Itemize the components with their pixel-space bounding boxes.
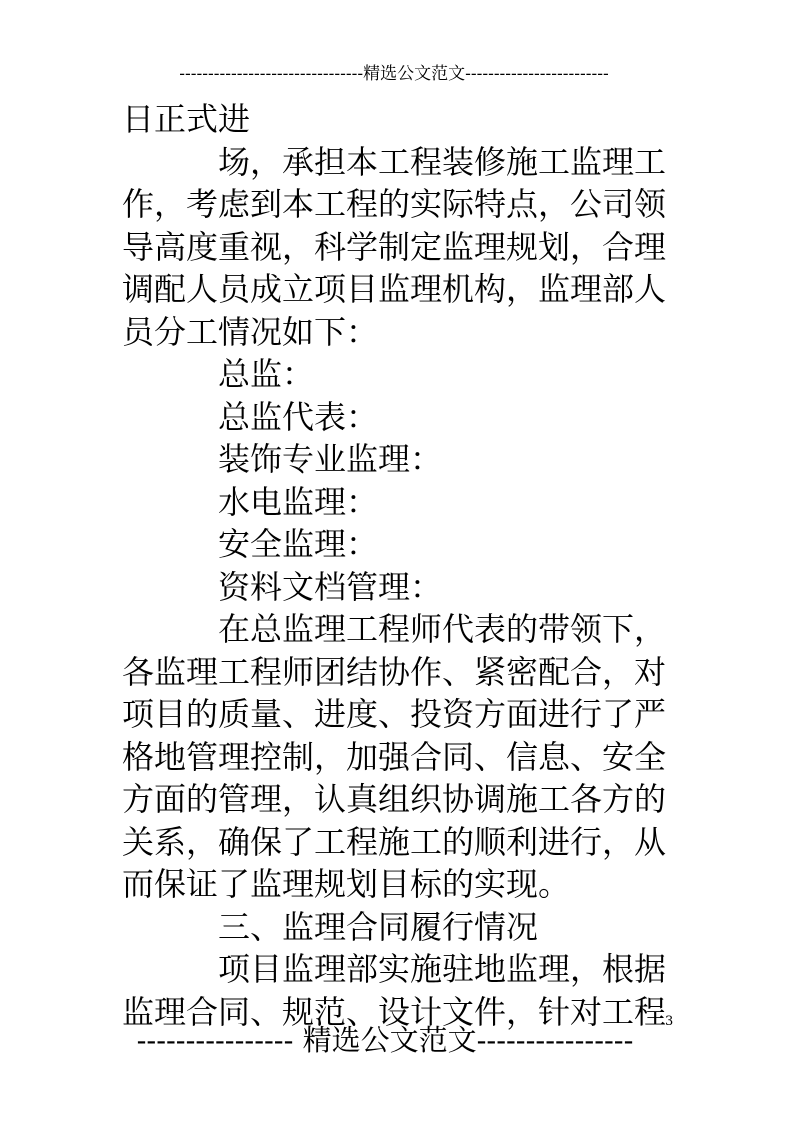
body-line: 场，承担本工程装修施工监理工 [218,142,667,181]
body-line: 项目监理部实施驻地监理，根据 [218,950,667,988]
body-line: 各监理工程师团结协作、紧密配合，对 [122,652,667,691]
body-line: 调配人员成立项目监理机构，监理部人 [122,270,667,308]
body-line: 项目的质量、进度、投资方面进行了严 [122,695,667,733]
page-header: --------------------------------精选公文范文------------------------- [179,64,609,84]
staff-role-line: 安全监理： [218,525,379,563]
body-line: 监理合同、规范、设计文件，针对工程 [122,992,667,1031]
staff-role-line: 资料文档管理： [218,567,443,606]
page-number: 3 [665,1014,674,1029]
body-line: 方面的管理，认真组织协调施工各方的 [122,780,667,818]
staff-role-line: 总监： [218,355,315,393]
body-line: 日正式进 [122,100,251,138]
body-line: 格地管理控制，加强合同、信息、安全 [122,737,667,776]
staff-role-line: 装饰专业监理： [218,440,443,478]
body-line: 在总监理工程师代表的带领下， [218,610,667,648]
staff-role-line: 水电监理： [218,482,379,521]
staff-role-line: 总监代表： [218,397,379,436]
section-heading: 三、监理合同履行情况 [218,907,539,946]
body-line: 导高度重视，科学制定监理规划，合理 [122,227,667,266]
body-line: 作，考虑到本工程的实际特点，公司领 [122,185,667,223]
page-footer: ---------------- 精选公文范文---------------- [136,1023,634,1057]
body-line: 员分工情况如下： [122,312,379,351]
body-line: 而保证了监理规划目标的实现。 [122,865,571,903]
document-body [122,98,682,1033]
body-line: 关系，确保了工程施工的顺利进行，从 [122,822,667,861]
